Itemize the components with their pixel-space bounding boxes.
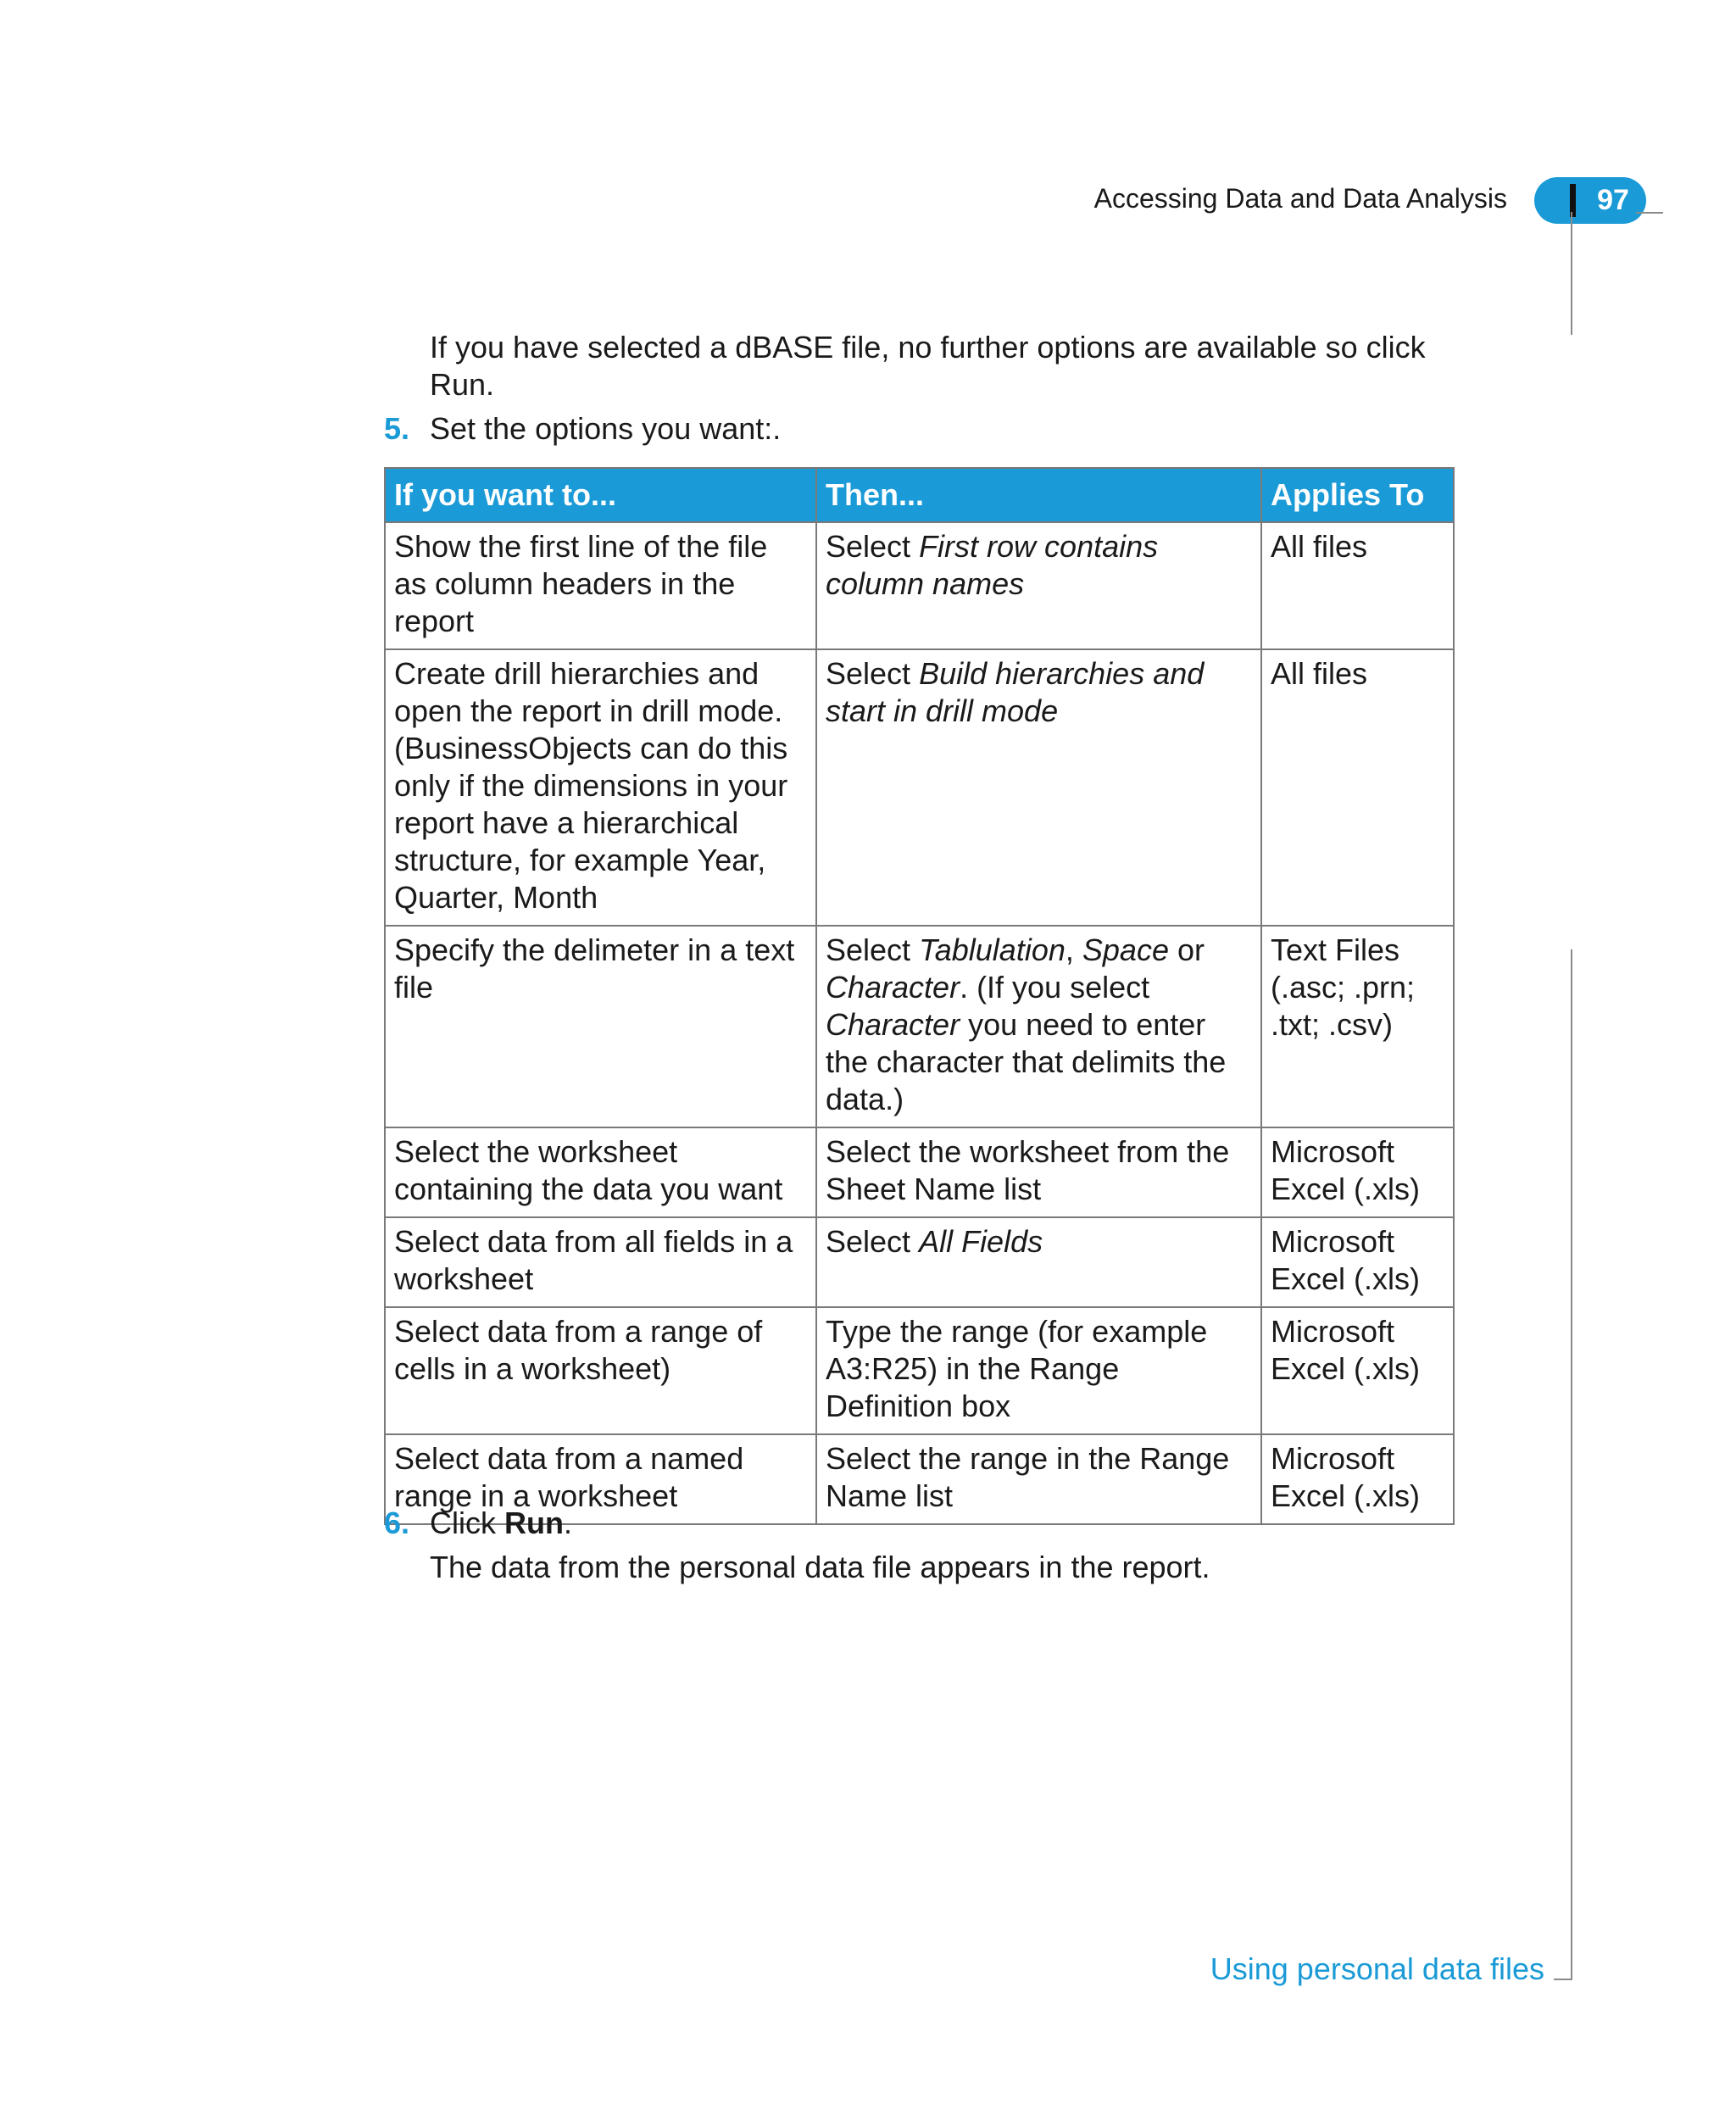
cell-text: Type the range (for example A3:R25) in the Range Definition box [826,1314,1208,1423]
footer-rule [1554,1979,1572,1980]
cell-want: Show the first line of the file as column headers in the report [385,522,816,649]
table-row [385,649,1454,926]
cell-applies: Microsoft Excel (.xls) [1261,1434,1454,1524]
table-row [385,522,1454,649]
cell-text: Select [826,932,920,967]
cell-text: Select [826,656,920,691]
cell-then [816,1217,1261,1307]
result-note: The data from the personal data file appears in the report. [430,1550,1210,1584]
cell-then [816,1307,1261,1434]
cell-want: Specify the delimeter in a text file [385,926,816,1127]
table-row [385,1127,1454,1217]
cell-applies: Text Files (.asc; .prn; .txt; .csv) [1261,926,1454,1127]
cell-applies: Microsoft Excel (.xls) [1261,1307,1454,1434]
header-title: Accessing Data and Data Analysis [1093,183,1507,214]
cell-text: Select [826,529,920,564]
table-row [385,1307,1454,1434]
column-header-want: If you want to... [385,468,816,522]
cell-text: , [1065,932,1082,967]
option-name: Character [826,1007,960,1042]
footer-section-title: Using personal data files [1210,1951,1544,1986]
step-number: 5. [384,411,410,446]
step-text-after: . [563,1506,572,1540]
step-text-before: Click [430,1506,504,1540]
cell-then [816,1434,1261,1524]
cell-want: Select data from a named range in a worksheet [385,1434,816,1524]
cell-text: Select the range in the Range Name list [826,1441,1230,1513]
table-body [385,522,1454,1524]
cell-applies: Microsoft Excel (.xls) [1261,1127,1454,1217]
cell-want: Select data from a range of cells in a worksheet) [385,1307,816,1434]
cell-then [816,926,1261,1127]
header-rule [1636,212,1663,214]
cell-text: or [1168,932,1205,967]
options-table [384,467,1455,1525]
cell-text: Select [826,1224,920,1259]
cell-applies: Microsoft Excel (.xls) [1261,1217,1454,1307]
option-name: Character [826,970,960,1005]
margin-line-bottom [1571,949,1572,1980]
step-text [430,1505,572,1542]
cell-then [816,1127,1261,1217]
page-number-badge [1534,177,1646,224]
run-command-label: Run [504,1506,564,1540]
page-number: 97 [1597,184,1629,216]
intro-paragraph: If you have selected a dBASE file, no further options are available so click Run. [430,330,1426,402]
option-name: First row contains column names [826,529,1159,601]
cell-want: Create drill hierarchies and open the report in drill mode. (BusinessObjects can do this only if the dimensions in your report have a hierarchical structure, for example Year, Quarter, Month [385,649,816,926]
cell-want: Select data from all fields in a worksheet [385,1217,816,1307]
cell-text: you need to enter the character that delimits the data.) [826,1007,1227,1116]
cell-then [816,649,1261,926]
column-header-applies: Applies To [1261,468,1454,522]
margin-line-top [1571,212,1572,335]
cell-applies: All files [1261,522,1454,649]
table-header-row [385,468,1454,522]
option-name: Build hierarchies and start in drill mode [826,656,1205,728]
option-name: Tablulation [919,932,1066,967]
table-row [385,926,1454,1127]
option-name: All Fields [919,1224,1043,1259]
cell-text: . (If you select [960,970,1150,1005]
cell-applies: All files [1261,649,1454,926]
column-header-then: Then... [816,468,1261,522]
step-text: Set the options you want:. [430,411,782,446]
cell-text: Select the worksheet from the Sheet Name list [826,1134,1230,1206]
step-number: 6. [384,1506,410,1540]
cell-want: Select the worksheet containing the data you want [385,1127,816,1217]
table-row [385,1217,1454,1307]
option-name: Space [1082,932,1169,967]
cell-then [816,522,1261,649]
